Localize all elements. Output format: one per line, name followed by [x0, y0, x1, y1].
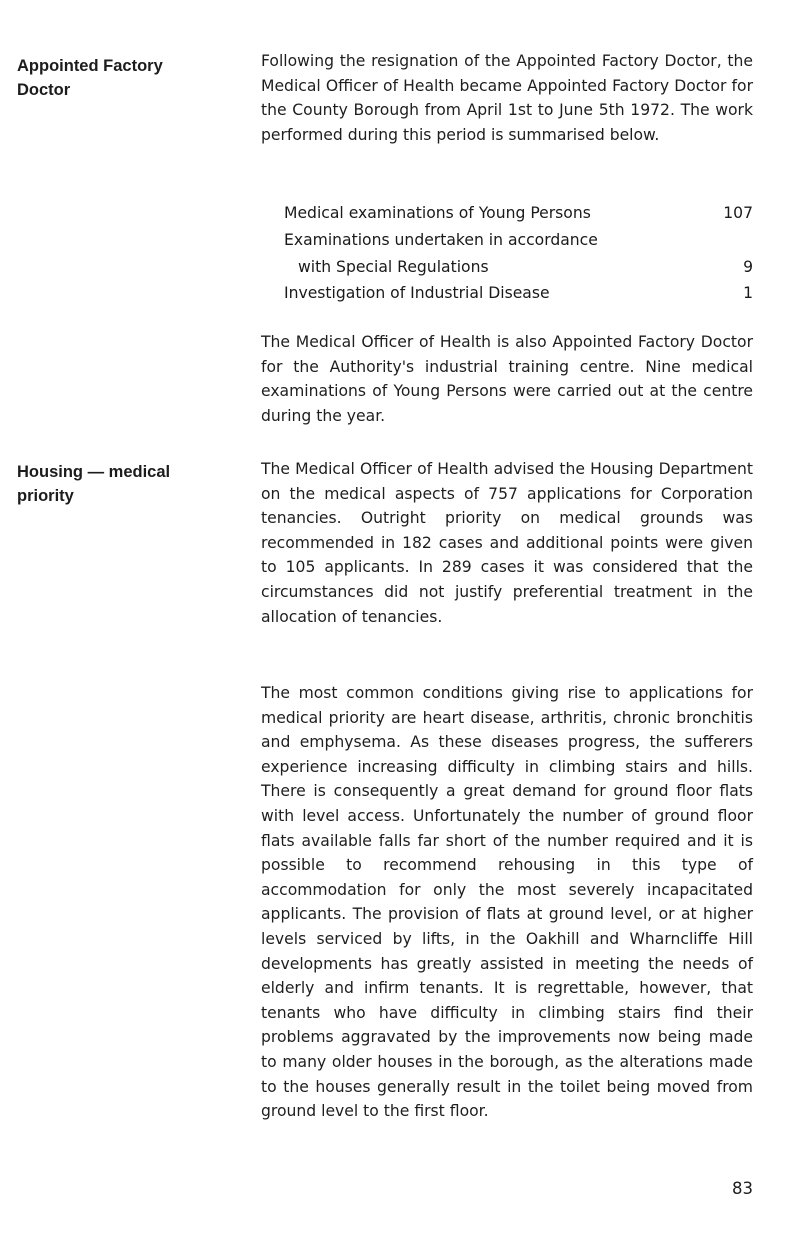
housing-paragraph-applications: The Medical Officer of Health advised the Housing Department on the medical aspects of 757 applications for Corporation tenancies. Outright priority on medical grounds was recommended in 182 cases and additional points were given to 105 applicants. In 289 cases it was considered that the circumstances did not justify preferential treatment in the allocation of tenancies.	[261, 460, 753, 626]
section-heading-housing-medical-priority	[17, 460, 217, 508]
stat-value: 107	[723, 204, 753, 222]
page-number: 83	[732, 1179, 753, 1198]
stat-label-line: Medical examinations of Young Persons	[284, 204, 591, 222]
stat-label	[284, 280, 550, 307]
stat-label	[284, 200, 591, 227]
factory-doctor-closing-paragraph: The Medical Officer of Health is also Appointed Factory Doctor for the Authority's industrial training centre. Nine medical examinations of Young Persons were carried out at the centre during the year.	[261, 333, 753, 425]
factory-doctor-intro-paragraph: Following the resignation of the Appointed Factory Doctor, the Medical Officer of Health became Appointed Factory Doctor for the County Borough from April 1st to June 5th 1972. The work performed during this period is summarised below.	[261, 52, 753, 144]
stat-row	[284, 200, 753, 227]
heading-line: priority	[17, 487, 74, 505]
housing-paragraph-conditions: The most common conditions giving rise to applications for medical priority are heart disease, arthritis, chronic bronchitis and emphysema. As these diseases progress, the sufferers experience increasing difficulty in climbing stairs and hills. There is consequently a great demand for ground floor flats with level access. Unfortunately the number of ground floor flats available falls far short of the number required and it is possible to recommend rehousing in this type of accommodation for only the most severely incapacitated applicants. The provision of flats at ground level, or at higher levels serviced by lifts, in the Oakhill and Wharncliffe Hill developments has greatly assisted in meeting the needs of elderly and infirm tenants. It is regrettable, however, that tenants who have difficulty in climbing stairs find their problems aggravated by the improvements now being made to many older houses in the borough, as the alterations made to the houses generally result in the toilet being moved from ground level to the first floor.	[261, 684, 753, 1121]
stat-row	[284, 227, 753, 281]
stat-label-line: Examinations undertaken in accordance	[284, 230, 598, 249]
heading-line: Doctor	[17, 81, 71, 99]
heading-line: Housing — medical	[17, 463, 171, 481]
factory-doctor-stats-list	[284, 200, 753, 307]
stat-label-line: Investigation of Industrial Disease	[284, 284, 550, 303]
stat-row	[284, 280, 753, 307]
stat-label-line: with Special Regulations	[298, 257, 489, 276]
stat-value: 1	[743, 284, 753, 303]
section-heading-appointed-factory-doctor	[17, 54, 217, 102]
stat-value: 9	[743, 257, 753, 276]
heading-line: Appointed Factory	[17, 57, 163, 75]
stat-label	[284, 227, 598, 281]
